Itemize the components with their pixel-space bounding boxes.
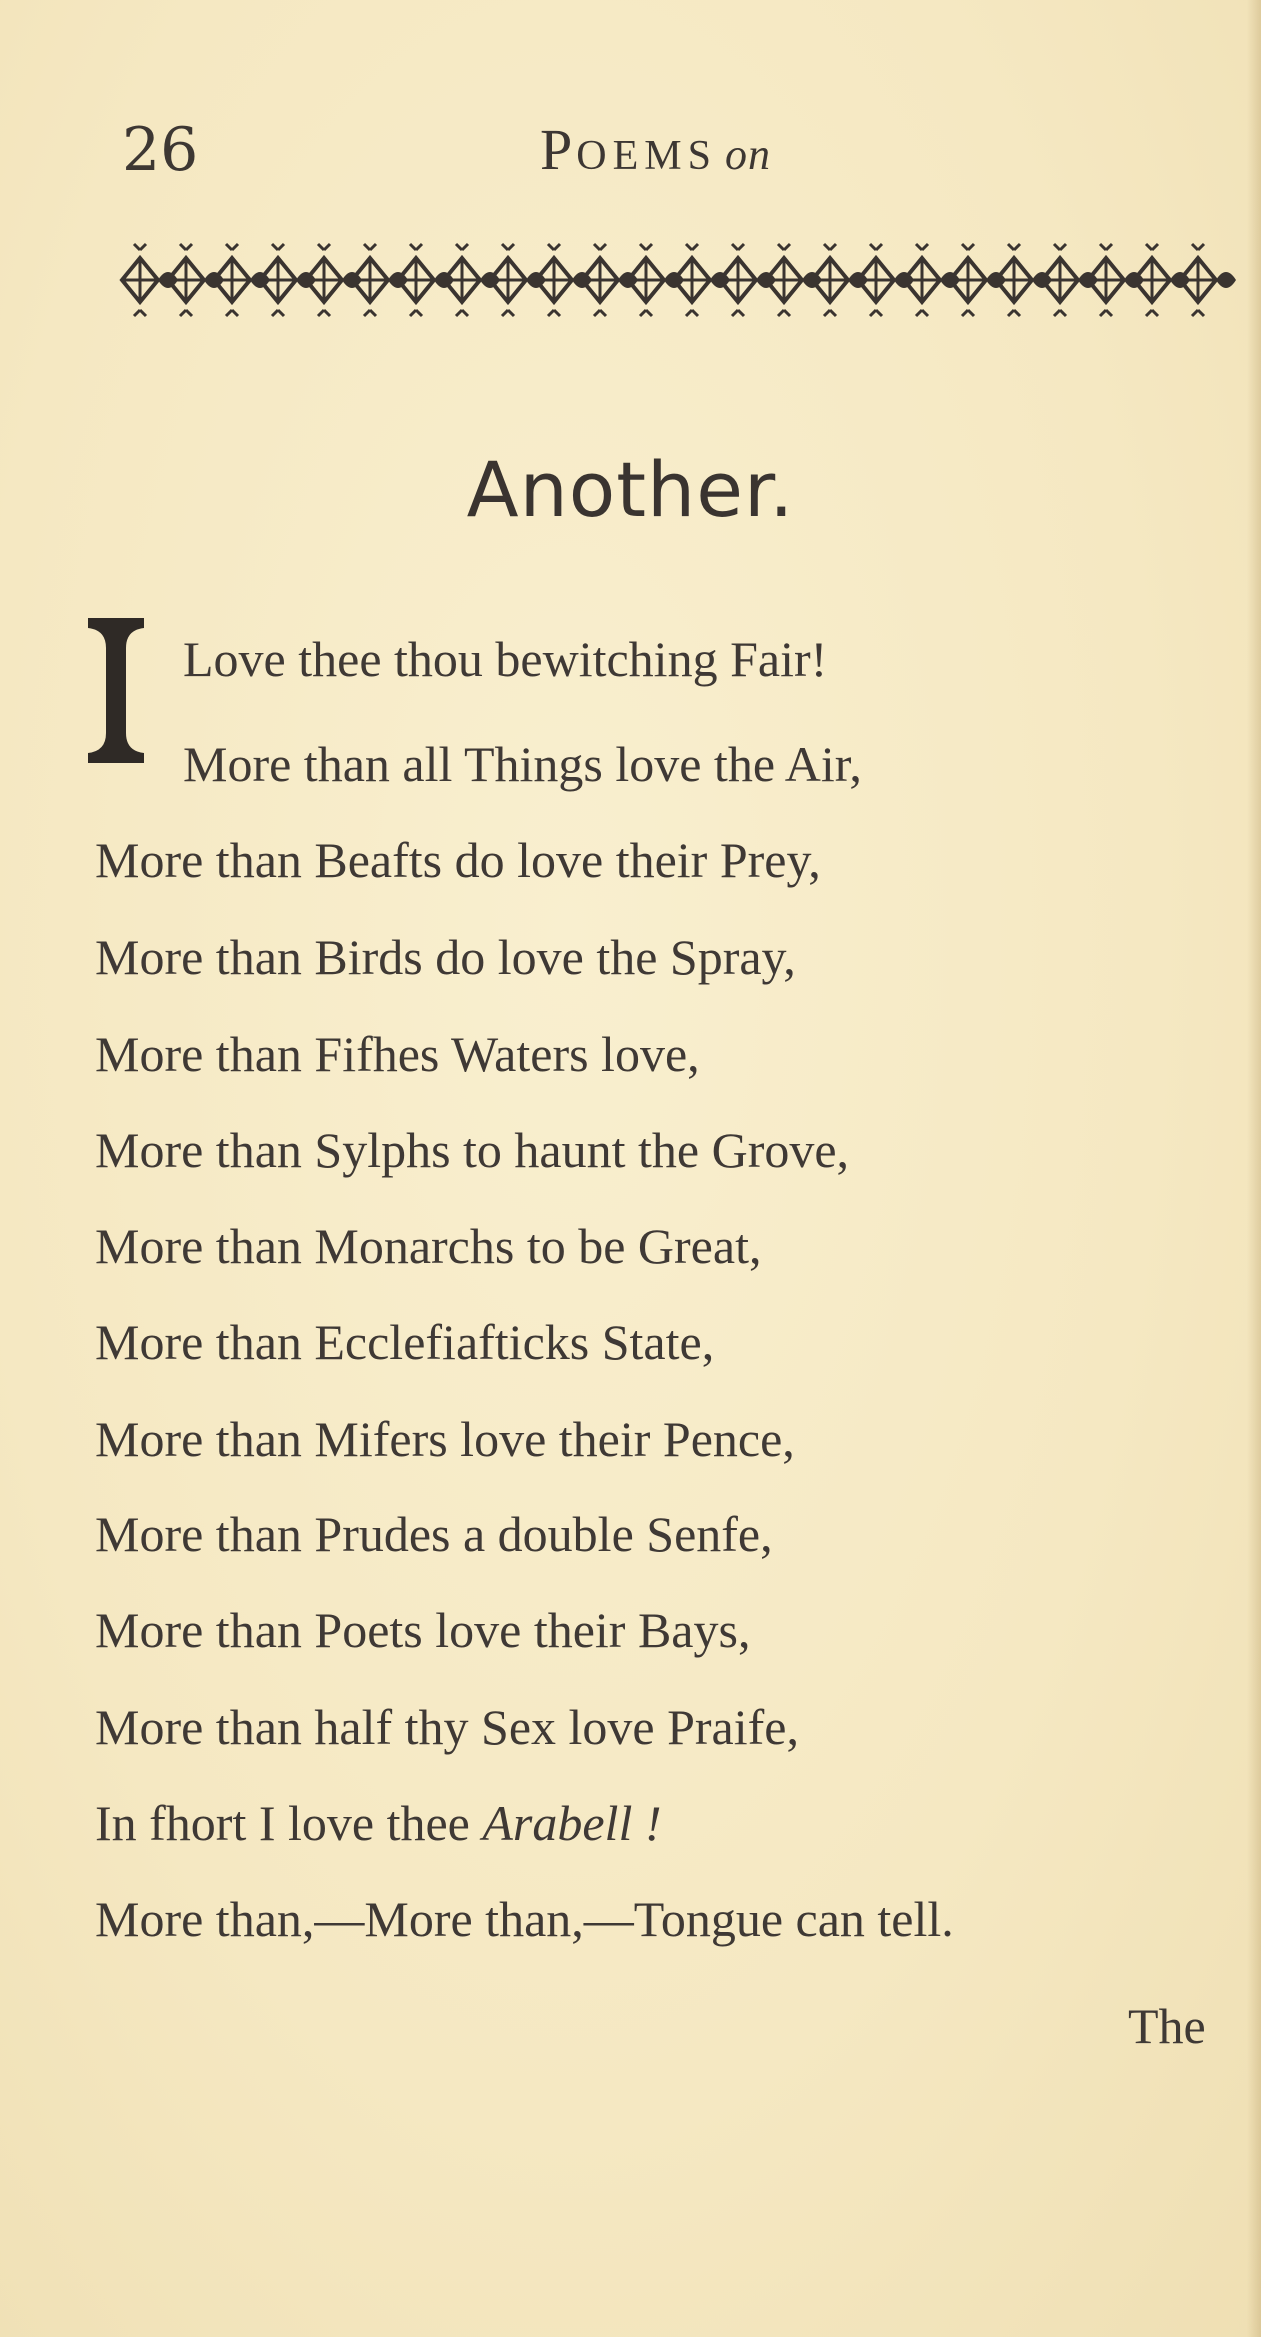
poem-line-5: More than Fifhes Waters love,	[95, 1026, 700, 1082]
running-head-initial: P	[540, 117, 577, 182]
page-header	[0, 110, 1261, 190]
running-head	[540, 110, 771, 196]
running-head-rest: OEMS	[576, 133, 717, 179]
poem-title: Another.	[466, 445, 795, 534]
poem-line-12: More than half thy Sex love Praife,	[95, 1699, 799, 1755]
poem-line-7: More than Monarchs to be Great,	[95, 1218, 762, 1274]
poem-line-13-roman: In fhort I love thee	[95, 1795, 483, 1851]
poem-line-2: More than all Things love the Air,	[183, 736, 862, 792]
poem-line-13	[95, 1793, 662, 1853]
page-number: 26	[122, 115, 199, 185]
poem-line-6: More than Sylphs to haunt the Grove,	[95, 1122, 850, 1178]
poem-line-14: More than,—More than,—Tongue can tell.	[95, 1891, 954, 1947]
printers-ornament-band	[118, 240, 1260, 320]
ornament-row	[122, 244, 1236, 316]
page-edge-shadow	[1247, 0, 1261, 2337]
poem-line-4: More than Birds do love the Spray,	[95, 929, 796, 985]
catchword: The	[1128, 1998, 1206, 2054]
poem-line-1: Love thee thou bewitching Fair!	[183, 631, 828, 687]
poem-line-13-italic-name: Arabell !	[482, 1795, 662, 1851]
poem-line-3: More than Beafts do love their Prey,	[95, 832, 821, 888]
poem-line-9: More than Mifers love their Pence,	[95, 1411, 795, 1467]
drop-cap-letter	[86, 618, 146, 763]
running-head-italic: on	[724, 130, 771, 179]
poem-line-11: More than Poets love their Bays,	[95, 1602, 751, 1658]
poem-line-10: More than Prudes a double Senfe,	[95, 1506, 773, 1562]
poem-line-8: More than Ecclefiafticks State,	[95, 1314, 715, 1370]
